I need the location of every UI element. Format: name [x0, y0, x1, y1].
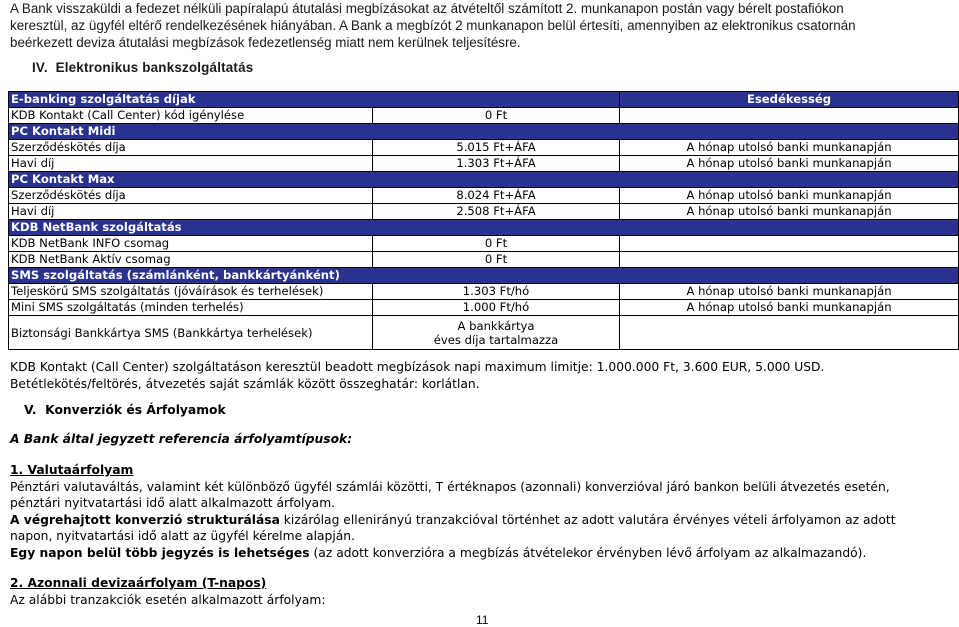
section-iv-number: IV. [32, 60, 48, 75]
intro-line-1: A Bank visszaküldi a fedezet nélküli papíralapú átutalási megbízásokat az átvételtől számított 2. munkanapon postán vagy bérelt postafiókon [10, 1, 844, 16]
table-row [9, 316, 959, 350]
section-v-heading [24, 403, 226, 417]
fee-due-date [620, 236, 959, 252]
intro-paragraph [10, 0, 955, 51]
table-group-row [9, 124, 959, 140]
fee-amount-line-2: éves díja tartalmazza [433, 332, 559, 347]
table-row [9, 284, 959, 300]
table-row [9, 188, 959, 204]
group-label: KDB NetBank szolgáltatás [9, 220, 959, 236]
table-row [9, 236, 959, 252]
section-v-number: V. [24, 403, 37, 417]
limits-paragraph [10, 359, 950, 392]
fee-due-date [620, 316, 959, 350]
currency-rate-section [10, 462, 950, 561]
fee-label: KDB NetBank Aktív csomag [9, 252, 373, 268]
fee-amount: 0 Ft [373, 108, 620, 124]
currency-rate-p3-rest: (az adott konverzióra a megbízás átvételekor érvényben lévő árfolyam az alkalmazandó). [309, 545, 867, 560]
currency-rate-title: 1. Valutaárfolyam [10, 463, 134, 477]
intro-line-3: beérkezett deviza átutalási megbízások fedezetlenség miatt nem kerülnek teljesítésre. [10, 35, 521, 50]
header-due-date: Esedékesség [620, 92, 959, 108]
reference-rate-types-heading: A Bank által jegyzett referencia árfolyamtípusok: [10, 432, 353, 446]
fee-amount: 5.015 Ft+ÁFA [373, 140, 620, 156]
fee-due-date: A hónap utolsó banki munkanapján [620, 188, 959, 204]
currency-rate-p2 [10, 512, 950, 529]
table-header-row [9, 92, 959, 108]
group-label: PC Kontakt Midi [9, 124, 959, 140]
fee-amount-line-1: A bankkártya [457, 318, 535, 333]
intro-line-2: keresztül, az ügyfél eltérő rendelkezésének hiányában. A Bank a megbízót 2 munkanapon belül értesíti, amennyiben az elektronikus csatornán [10, 18, 856, 33]
fee-label: Teljeskörű SMS szolgáltatás (jóváírások és terhelések) [9, 284, 373, 300]
limits-line-1: KDB Kontakt (Call Center) szolgáltatáson keresztül beadott megbízások napi maximum limitje: 1.000.000 Ft, 3.600 EUR, 5.000 USD. [10, 360, 825, 374]
fee-due-date: A hónap utolsó banki munkanapján [620, 284, 959, 300]
group-label: SMS szolgáltatás (számlánként, bankkártyánként) [9, 268, 959, 284]
section-iv-heading [32, 60, 253, 75]
table-row [9, 300, 959, 316]
table-group-row [9, 220, 959, 236]
table-row [9, 108, 959, 124]
fee-label: KDB NetBank INFO csomag [9, 236, 373, 252]
table-group-row [9, 268, 959, 284]
spot-rate-section [10, 575, 950, 608]
fee-label: Szerződéskötés díja [9, 140, 373, 156]
spot-rate-p1: Az alábbi tranzakciók esetén alkalmazott árfolyam: [10, 592, 326, 607]
currency-rate-p1: Pénztári valutaváltás, valamint két különböző ügyfél számlái közötti, T értéknapos (azonnali) konverzióval járó bankon belüli átvezetés esetén, [10, 479, 890, 494]
currency-rate-p3-bold: Egy napon belül több jegyzés is lehetséges [10, 545, 310, 560]
currency-rate-p3 [10, 545, 950, 562]
table-group-row [9, 172, 959, 188]
fee-label: Mini SMS szolgáltatás (minden terhelés) [9, 300, 373, 316]
group-label: PC Kontakt Max [9, 172, 959, 188]
currency-rate-p2-bold: A végrehajtott konverzió strukturálása [10, 512, 280, 527]
fee-label: Havi díj [9, 156, 373, 172]
fee-label: Biztonsági Bankkártya SMS (Bankkártya terhelések) [9, 316, 373, 350]
fee-amount [373, 316, 620, 350]
fee-amount: 1.000 Ft/hó [373, 300, 620, 316]
fee-due-date: A hónap utolsó banki munkanapján [620, 156, 959, 172]
fee-amount: 2.508 Ft+ÁFA [373, 204, 620, 220]
spot-rate-title: 2. Azonnali devizaárfolyam (T-napos) [10, 576, 267, 590]
fee-amount: 0 Ft [373, 252, 620, 268]
table-row [9, 252, 959, 268]
limits-line-2: Betétlekötés/feltörés, átvezetés saját számlák között összeghatár: korlátlan. [10, 376, 480, 391]
table-row [9, 140, 959, 156]
fee-due-date: A hónap utolsó banki munkanapján [620, 300, 959, 316]
fee-due-date: A hónap utolsó banki munkanapján [620, 140, 959, 156]
fee-due-date [620, 252, 959, 268]
fee-amount: 1.303 Ft/hó [373, 284, 620, 300]
fee-amount: 1.303 Ft+ÁFA [373, 156, 620, 172]
header-ebanking-fees: E-banking szolgáltatás díjak [9, 92, 620, 108]
section-v-title: Konverziók és Árfolyamok [45, 403, 226, 417]
ebanking-fee-table [8, 91, 959, 350]
table-row [9, 156, 959, 172]
currency-rate-p2-rest: kizárólag ellenirányú tranzakcióval történhet az adott valutára érvényes vételi árfolyamon az adott [279, 512, 896, 527]
currency-rate-p2b: napon, nyitvatartási idő alatt az ügyfél kérelme alapján. [10, 529, 355, 543]
fee-amount: 8.024 Ft+ÁFA [373, 188, 620, 204]
fee-amount: 0 Ft [373, 236, 620, 252]
table-row [9, 204, 959, 220]
fee-table-body [9, 92, 959, 350]
fee-label: Szerződéskötés díja [9, 188, 373, 204]
fee-label: Havi díj [9, 204, 373, 220]
section-iv-title: Elektronikus bankszolgáltatás [55, 60, 254, 75]
currency-rate-p1b: pénztári nyitvatartási idő alatt alkalmazott árfolyam. [10, 496, 336, 510]
fee-due-date: A hónap utolsó banki munkanapján [620, 204, 959, 220]
fee-due-date [620, 108, 959, 124]
fee-label: KDB Kontakt (Call Center) kód igénylése [9, 108, 373, 124]
page-number: 11 [476, 613, 489, 627]
